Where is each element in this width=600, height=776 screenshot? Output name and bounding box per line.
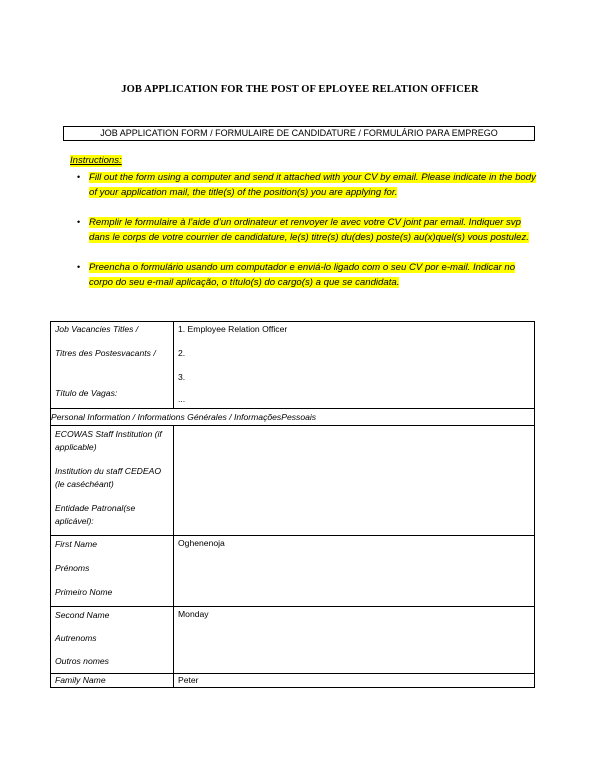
instruction-item-en [77,170,540,200]
instructions-heading: Instructions: [70,155,122,166]
second-name-label: Second Name Autrenoms Outros nomes [51,607,174,674]
job-vacancies-value[interactable]: 1. Employee Relation Officer 2. 3. ... [174,322,535,409]
bullet-icon: • [77,172,81,182]
family-name-row [51,674,535,688]
document-title: JOB APPLICATION FOR THE POST OF EPLOYEE RELATION OFFICER [121,84,479,95]
instruction-item-pt [77,260,540,290]
personal-info-heading-row [51,409,535,426]
instruction-item-fr [77,215,540,245]
instructions-block [70,155,540,290]
second-name-row [51,607,535,674]
job-vacancies-row [51,322,535,409]
first-name-row [51,536,535,607]
instruction-text: Fill out the form using a computer and send it attached with your CV by email. Please indicate in the body of your application mail, the title(s) of the position(s) you are applying for. [89,172,536,198]
first-name-value[interactable]: Oghenenoja [174,536,535,607]
instruction-text: Remplir le formulaire à l’aide d’un ordinateur et renvoyer le avec votre CV joint par email. Indiquer svp dans le corps de votre courrier de candidature, le(s) titre(s) du(des) poste(s) au(x)quel(s) vous postulez. [89,217,529,243]
application-form-table [50,321,535,688]
bullet-icon: • [77,262,81,272]
second-name-value[interactable]: Monday [174,607,535,674]
ecowas-label: ECOWAS Staff Institution (if applicable) Institution du staff CEDEAO (le caséchéant) Entidade Patronal(se aplicável): [51,426,174,536]
ecowas-value[interactable] [174,426,535,536]
personal-info-heading: Personal Information / Informations Générales / InformaçõesPessoais [51,409,535,426]
ecowas-row [51,426,535,536]
family-name-label: Family Name [51,674,174,688]
bullet-icon: • [77,217,81,227]
form-subtitle: JOB APPLICATION FORM / FORMULAIRE DE CANDIDATURE / FORMULÁRIO PARA EMPREGO [63,126,535,141]
job-vacancies-label: Job Vacancies Titles / Titres des Postesvacants / Título de Vagas: [51,322,174,409]
family-name-value[interactable]: Peter [174,674,535,688]
instruction-text: Preencha o formulário usando um computador e enviá-lo ligado com o seu CV por e-mail. Indicar no corpo do seu e-mail aplicação, o título(s) do cargo(s) a que se candidata. [89,262,516,288]
first-name-label: First Name Prénoms Primeiro Nome [51,536,174,607]
